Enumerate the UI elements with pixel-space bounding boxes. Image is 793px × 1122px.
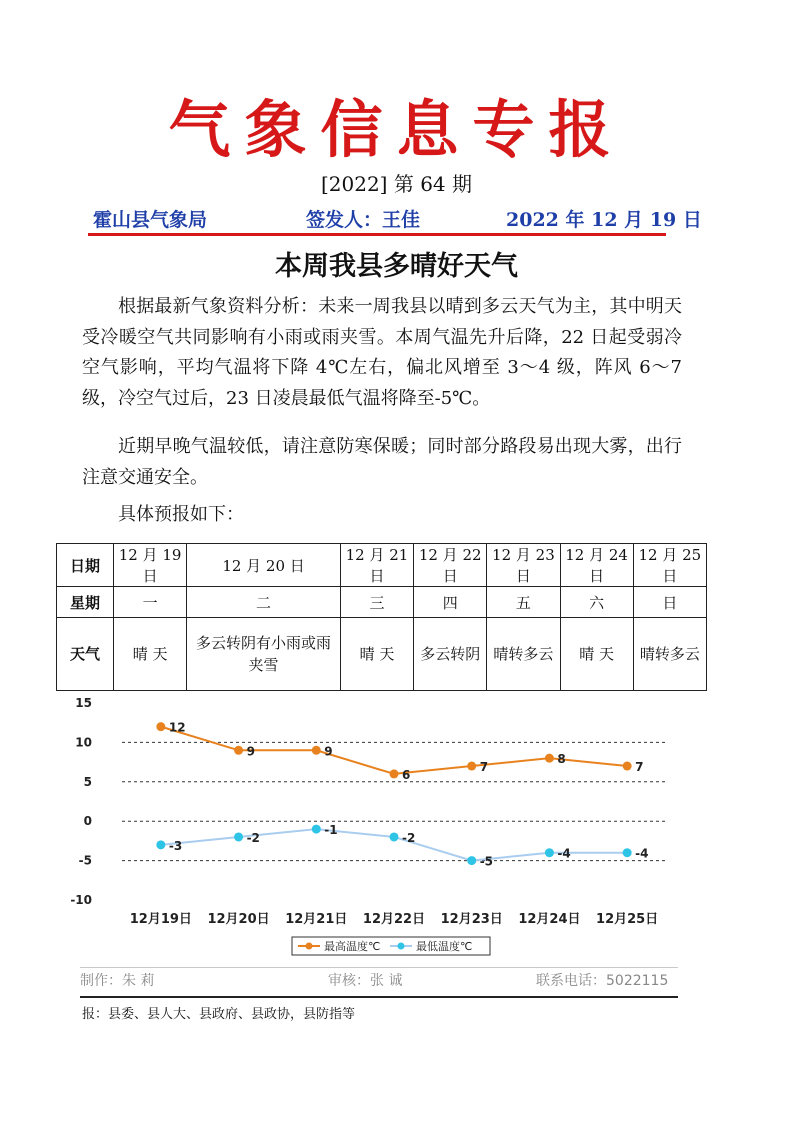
footer-divider-light	[80, 967, 678, 968]
weekday-cell: 六	[560, 587, 633, 618]
data-point	[545, 754, 554, 763]
weather-cell: 多云转阴有小雨或雨夹雪	[187, 618, 341, 691]
data-point	[390, 769, 399, 778]
weather-cell: 晴 天	[560, 618, 633, 691]
data-point	[623, 848, 632, 857]
paragraph-analysis: 根据最新气象资料分析：未来一周我县以晴到多云天气为主，其中明天受冷暖空气共同影响有小雨或雨夹雪。本周气温先升后降，22 日起受弱冷空气影响，平均气温将下降 4℃左右，偏北风增至 3～4 级，阵风 6～7 级，冷空气过后，23 日凌晨最低气温将降至-5℃。	[82, 296, 682, 409]
data-label: 12	[168, 720, 186, 735]
data-label: -3	[168, 838, 183, 853]
legend-swatch-marker	[306, 943, 313, 950]
legend-label: 最低温度℃	[416, 940, 473, 953]
x-tick-label: 12月19日	[129, 912, 192, 927]
weekday-cell: 二	[187, 587, 341, 618]
weekday-cell: 三	[340, 587, 413, 618]
y-tick-label: 15	[75, 696, 92, 710]
data-point	[312, 825, 321, 834]
table-row-weather	[57, 618, 707, 691]
recipients: 报：县委、县人大、县政府、县政协，县防指等	[82, 1007, 356, 1022]
data-label: -1	[324, 823, 338, 838]
data-label: 6	[402, 767, 411, 782]
data-point	[156, 722, 165, 731]
data-label: 9	[324, 744, 333, 759]
row-label-date: 日期	[57, 544, 114, 587]
data-label: -4	[635, 846, 649, 861]
footer-maker: 制作：朱 莉	[80, 973, 155, 989]
y-tick-label: -5	[78, 853, 92, 868]
data-label: 7	[479, 760, 489, 775]
issuing-org: 霍山县气象局	[93, 209, 208, 231]
footer-divider	[80, 996, 678, 998]
report-title: 气象信息专报	[168, 93, 625, 166]
x-tick-label: 12月23日	[440, 912, 503, 927]
data-point	[234, 746, 243, 755]
weekday-cell: 五	[487, 587, 560, 618]
weather-cell: 晴转多云	[633, 618, 706, 691]
footer-phone: 联系电话：5022115	[536, 973, 669, 989]
data-point	[545, 848, 554, 857]
weather-cell: 晴 天	[114, 618, 187, 691]
weekday-cell: 四	[414, 587, 487, 618]
footer-reviewer: 审核：张 诚	[328, 973, 403, 989]
issue-date: 2022 年 12 月 19 日	[506, 209, 702, 231]
headline: 本周我县多晴好天气	[275, 251, 518, 282]
temperature-chart	[56, 690, 686, 965]
date-cell: 12 月 24 日	[560, 544, 633, 587]
data-point	[312, 746, 321, 755]
weekday-cell: 日	[633, 587, 706, 618]
date-cell: 12 月 25 日	[633, 544, 706, 587]
table-row-date	[57, 544, 707, 587]
data-point	[467, 762, 476, 771]
weather-cell: 晴转多云	[487, 618, 560, 691]
weekday-cell: 一	[114, 587, 187, 618]
y-tick-label: -10	[70, 893, 92, 907]
paragraph-intro: 具体预报如下：	[118, 504, 244, 525]
weather-cell: 晴 天	[340, 618, 413, 691]
data-label: -5	[479, 854, 494, 869]
legend-label: 最高温度℃	[324, 940, 381, 953]
x-tick-label: 12月20日	[207, 912, 270, 927]
y-tick-label: 0	[83, 814, 92, 829]
legend-swatch-marker	[398, 943, 405, 950]
header-divider	[88, 233, 666, 236]
x-tick-label: 12月21日	[285, 912, 348, 927]
x-tick-label: 12月25日	[596, 912, 659, 927]
y-tick-label: 5	[83, 774, 92, 789]
row-label-weather: 天气	[57, 618, 114, 691]
data-point	[623, 762, 632, 771]
weather-cell: 多云转阴	[414, 618, 487, 691]
paragraph-advice: 近期早晚气温较低，请注意防寒保暖；同时部分路段易出现大雾，出行注意交通安全。	[82, 436, 682, 488]
issue-number: [2022] 第 64 期	[320, 172, 473, 196]
x-tick-label: 12月24日	[518, 912, 581, 927]
data-point	[156, 840, 165, 849]
table-row-weekday	[57, 587, 707, 618]
date-cell: 12 月 22 日	[414, 544, 487, 587]
signer: 签发人：王佳	[306, 209, 421, 231]
data-label: -2	[246, 830, 260, 845]
data-label: -2	[402, 830, 416, 845]
data-point	[390, 832, 399, 841]
series-line	[161, 727, 627, 774]
y-tick-label: 10	[75, 735, 92, 750]
data-point	[234, 832, 243, 841]
date-cell: 12 月 23 日	[487, 544, 560, 587]
date-cell: 12 月 21 日	[340, 544, 413, 587]
forecast-table	[56, 543, 707, 691]
row-label-weekday: 星期	[57, 587, 114, 618]
data-label: -4	[557, 846, 571, 861]
data-label: 7	[635, 760, 644, 775]
x-tick-label: 12月22日	[362, 912, 426, 927]
date-cell: 12 月 20 日	[187, 544, 341, 587]
data-label: 9	[246, 744, 255, 759]
data-point	[467, 856, 476, 865]
date-cell: 12 月 19 日	[114, 544, 187, 587]
data-label: 8	[557, 752, 566, 767]
